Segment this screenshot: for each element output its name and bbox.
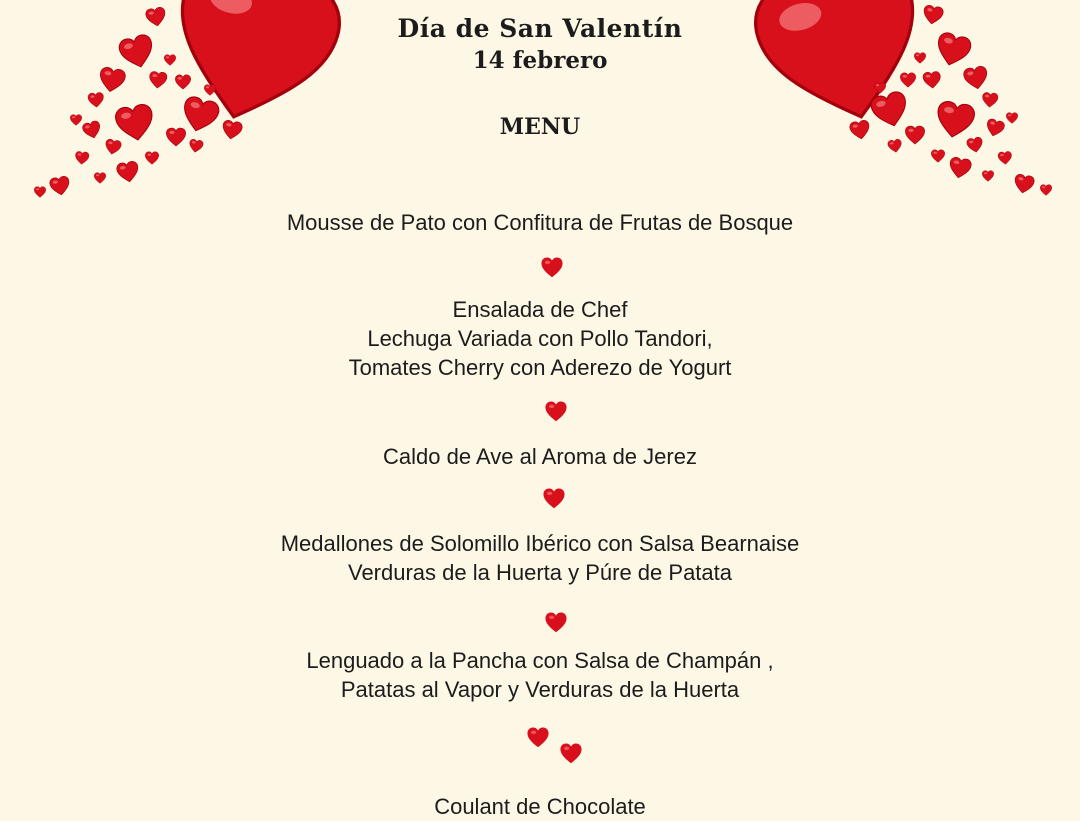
heart-icon — [88, 92, 105, 108]
course-5 — [0, 646, 1080, 704]
course-line: Mousse de Pato con Confitura de Frutas de Bosque — [286, 210, 794, 235]
heart-icon — [34, 187, 46, 198]
course-line: Patatas al Vapor y Verduras de la Huerta — [340, 677, 740, 702]
course-line: Ensalada de Chef — [452, 297, 628, 322]
heart-icon — [188, 139, 203, 154]
course-2 — [0, 295, 1080, 382]
heart-icon — [982, 171, 994, 182]
heart-icon — [545, 401, 567, 422]
course-3 — [0, 442, 1080, 471]
heart-icon — [998, 151, 1012, 165]
heart-icon — [887, 139, 902, 154]
menu-header — [0, 12, 1080, 76]
course-line: Verduras de la Huerta y Púre de Patata — [347, 560, 732, 585]
heart-icon — [204, 85, 216, 96]
heart-icon — [75, 151, 89, 165]
heart-icon — [527, 727, 549, 748]
heart-icon — [94, 173, 106, 184]
heart-icon — [931, 150, 944, 163]
heart-icon — [49, 175, 71, 196]
course-line: Caldo de Ave al Aroma de Jerez — [383, 444, 697, 469]
heart-icon — [982, 92, 999, 108]
heart-icon — [145, 152, 158, 165]
heart-icon — [1040, 185, 1052, 196]
course-4 — [0, 529, 1080, 587]
heart-icon — [175, 75, 190, 89]
heart-icon — [104, 139, 122, 156]
course-1 — [0, 208, 1080, 237]
heart-icon — [1013, 173, 1035, 194]
page-title: Día de San Valentín — [397, 14, 683, 43]
heart-icon — [545, 612, 567, 633]
heart-icon — [543, 488, 565, 509]
menu-label: MENU — [499, 114, 581, 140]
course-line: Tomates Cherry con Aderezo de Yogurt — [348, 355, 732, 380]
course-line: Lenguado a la Pancha con Salsa de Champán , — [306, 648, 774, 673]
course-line: Medallones de Solomillo Ibérico con Salsa Bearnaise — [280, 531, 800, 556]
event-date: 14 febrero — [472, 47, 608, 74]
heart-icon — [560, 743, 582, 764]
course-line: Lechuga Variada con Pollo Tandori, — [367, 326, 713, 351]
heart-icon — [948, 156, 972, 179]
heart-icon — [116, 160, 140, 183]
course-6 — [0, 792, 1080, 821]
course-line: Coulant de Chocolate — [434, 794, 646, 819]
heart-icon — [541, 257, 563, 278]
